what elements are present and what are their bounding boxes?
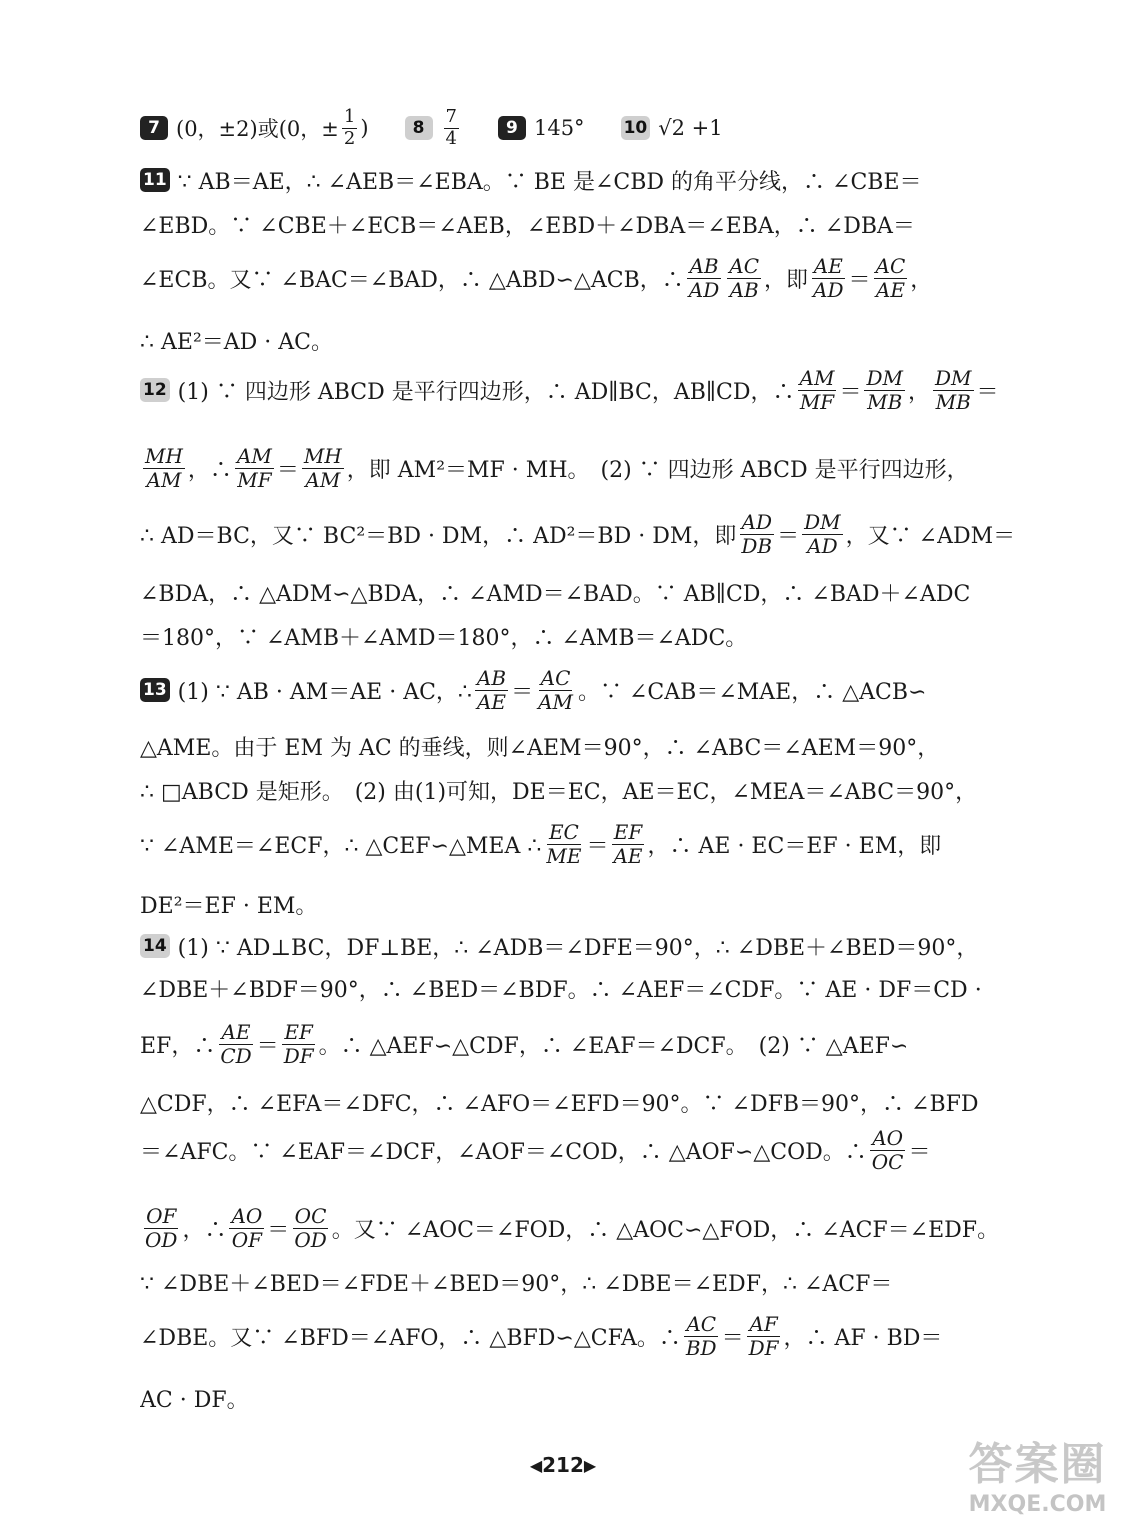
answer-7: (0，±2)或(0，± $\frac{1}{2}$ ) [176,105,369,149]
q12-line-1: 12 (1) ∵ 四边形 ABCD 是平行四边形，∴ AD∥BC，AB∥CD，∴ $\frac{AM}{MF}$ ＝ $\frac{DM}{MB}$ ， $\frac{DM}{MB}$ ＝ [140,362,1030,418]
q14-line-8: ∠DBE。又∵ ∠BFD＝∠AFO，∴ △BFD∽△CFA。∴ $\frac{AC}{BD}$ ＝ $\frac{AF}{DF}$ ，∴ AF · BD＝ [140,1311,943,1360]
fraction: $\frac{MH}{AM}$ [145,443,183,492]
watermark-url: MXQE.COM [968,1492,1107,1517]
q14-line-1: 14 (1) ∵ AD⊥BC，DF⊥BE，∴ ∠ADB＝∠DFE＝90°，∴ ∠DBE＋∠BED＝90°， [140,918,1030,974]
q14-line-5: ＝∠AFC。∵ ∠EAF＝∠DCF，∠AOF＝∠COD，∴ △AOF∽△COD。∴ $\frac{AO}{OC}$ ＝ [140,1125,931,1174]
question-number-11: 11 [140,168,170,192]
question-number-7: 7 [140,116,168,140]
answers-row-7-10 [140,100,1030,156]
fraction: $\frac{1}{2}$ [343,105,356,149]
q13-line-4: ∵ ∠AME＝∠ECF，∴ △CEF∽△MEA ∴ $\frac{EC}{ME}$ ＝ $\frac{EF}{AE}$ ，∴ AE · EC＝EF · EM，即 [140,819,942,868]
q12-line-5: ＝180°，∵ ∠AMB＋∠AMD＝180°，∴ ∠AMB＝∠ADC。 [140,625,748,651]
watermark-logo: 答案圈 [968,1439,1107,1490]
triangle-right-icon: ▶ [583,1455,597,1475]
question-number-9: 9 [498,116,526,140]
page-number: ◀ 212 ▶ [529,1453,597,1477]
fraction: $\frac{AM}{MF}$ [236,443,272,492]
answer-10: √2 +1 [658,116,723,140]
fraction: $\frac{AO}{OF}$ [231,1203,263,1252]
fraction: $\frac{DM}{AD}$ [804,509,841,558]
question-number-10: 10 [621,116,651,140]
fraction: $\frac{7}{4}$ [445,105,457,149]
fraction: $\frac{EC}{ME}$ [546,819,582,868]
fraction: $\frac{MH}{AM}$ [303,443,342,492]
question-number-14: 14 [140,934,170,958]
triangle-left-icon: ◀ [529,1455,543,1475]
fraction: $\frac{AE}{AD}$ [813,253,844,302]
fraction: $\frac{EF}{AE}$ [613,819,643,868]
q11-line-3: ∠ECB。又∵ ∠BAC＝∠BAD，∴ △ABD∽△ACB，∴ $\frac{AB}{AD}$ $\frac{AC}{AB}$ ，即 $\frac{AE}{AD}$ ＝ $\frac{AC}{AE}$ ， [140,253,933,302]
fraction: $\frac{AM}{MF}$ [799,365,835,414]
q14-line-2: ∠DBE＋∠BDF＝90°，∴ ∠BED＝∠BDF。∴ ∠AEF＝∠CDF。∵ AE · DF＝CD · [140,977,982,1003]
q11-line-2: ∠EBD。∵ ∠CBE＋∠ECB＝∠AEB，∠EBD＋∠DBA＝∠EBA，∴ ∠DBA＝ [140,213,915,239]
fraction: $\frac{DM}{MB}$ [935,365,972,414]
question-number-12: 12 [140,378,170,402]
fraction: $\frac{OF}{OD}$ [145,1203,178,1252]
q14-line-9: AC · DF。 [140,1387,249,1413]
q12-line-3: ∴ AD＝BC，又∵ BC²＝BD · DM，∴ AD²＝BD · DM，即 $\frac{AD}{DB}$ ＝ $\frac{DM}{AD}$ ，又∵ ∠ADM＝ [140,509,1016,558]
q14-line-6: $\frac{OF}{OD}$ ，∴ $\frac{AO}{OF}$ ＝ $\frac{OC}{OD}$ 。又∵ ∠AOC＝∠FOD，∴ △AOC∽△FOD，∴ ∠ACF＝∠EDF。 [145,1203,1000,1252]
q14-line-3: EF，∴ $\frac{AE}{CD}$ ＝ $\frac{EF}{DF}$ 。∴ △AEF∽△CDF，∴ ∠EAF＝∠DCF。 (2) ∵ △AEF∽ [140,1019,909,1068]
fraction: $\frac{AE}{CD}$ [220,1019,252,1068]
fraction: $\frac{OC}{OD}$ [294,1203,327,1252]
answer-9: 145° [533,116,585,140]
q12-line-2: $\frac{MH}{AM}$ ，∴ $\frac{AM}{MF}$ ＝ $\frac{MH}{AM}$ ，即 AM²＝MF · MH。 (2) ∵ 四边形 ABCD 是平行四边形， [145,443,969,492]
q14-line-7: ∵ ∠DBE＋∠BED＝∠FDE＋∠BED＝90°，∴ ∠DBE＝∠EDF，∴ ∠ACF＝ [140,1271,893,1297]
fraction: $\frac{AB}{AE}$ [476,665,507,714]
q11-line-4: ∴ AE²＝AD · AC。 [140,329,333,355]
q13-line-2: △AME。由于 EM 为 AC 的垂线，则∠AEM＝90°，∴ ∠ABC＝∠AEM＝90°， [140,735,940,761]
fraction: $\frac{AB}{AD}$ [688,253,720,302]
fraction: $\frac{AD}{DB}$ [741,509,773,558]
q13-line-5: DE²＝EF · EM。 [140,893,318,919]
fraction: $\frac{AO}{OC}$ [871,1125,904,1174]
fraction: $\frac{AF}{DF}$ [748,1311,779,1360]
answer-8 [441,105,462,149]
q12-line-4: ∠BDA，∴ △ADM∽△BDA，∴ ∠AMD＝∠BAD。∵ AB∥CD，∴ ∠BAD＋∠ADC [140,581,971,607]
watermark [955,1415,1120,1530]
q13-line-3: ∴ □ABCD 是矩形。 (2) 由(1)可知，DE＝EC，AE＝EC，∠MEA＝∠ABC＝90°， [140,779,978,805]
question-number-8: 8 [405,116,433,140]
fraction: $\frac{EF}{DF}$ [283,1019,314,1068]
fraction: $\frac{AC}{AB}$ [729,253,760,302]
q13-line-1: 13 (1) ∵ AB · AM＝AE · AC，∴ $\frac{AB}{AE}$ ＝ $\frac{AC}{AM}$ 。∵ ∠CAB＝∠MAE，∴ △ACB∽ [140,662,1030,718]
question-number-13: 13 [140,678,170,702]
q11-line-1: 11 ∵ AB＝AE，∴ ∠AEB＝∠EBA。∵ BE 是∠CBD 的角平分线，∴ ∠CBE＝ [140,152,1030,208]
fraction: $\frac{DM}{MB}$ [866,365,903,414]
fraction: $\frac{AC}{BD}$ [685,1311,717,1360]
fraction: $\frac{AC}{AE}$ [875,253,906,302]
q14-line-4: △CDF，∴ ∠EFA＝∠DFC，∴ ∠AFO＝∠EFD＝90°。∵ ∠DFB＝90°，∴ ∠BFD [140,1091,979,1117]
fraction: $\frac{AC}{AM}$ [538,665,573,714]
